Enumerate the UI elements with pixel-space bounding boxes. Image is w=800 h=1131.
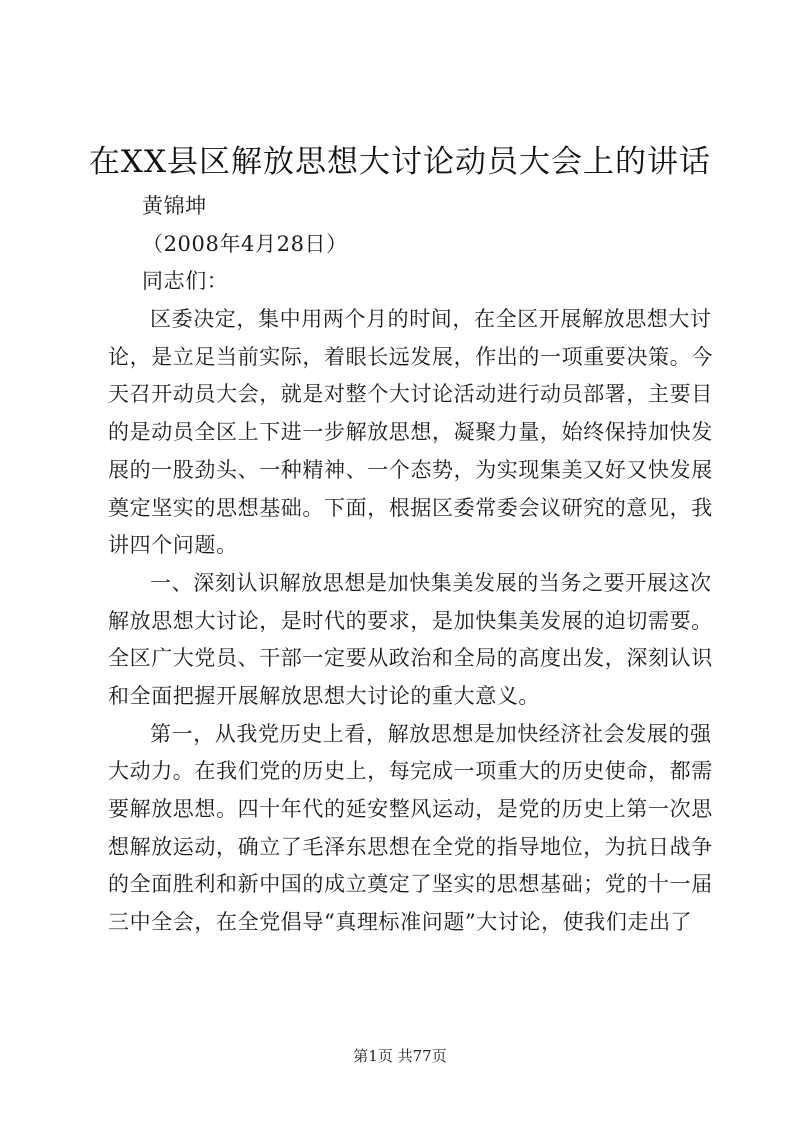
date-line: （2008年4月28日） [142, 231, 348, 256]
paragraph-line: 想解放运动，确立了毛泽东思想在全党的指导地位，为抗日战争 [108, 834, 713, 859]
salutation-line: 同志们： [142, 269, 229, 294]
author-line: 黄锦坤 [142, 194, 207, 218]
paragraph-2 [108, 565, 713, 716]
paragraph-line: 和全面把握开展解放思想大讨论的重大意义。 [108, 683, 540, 708]
paragraph-line: 第一，从我党历史上看，解放思想是加快经济社会发展的强 [150, 721, 712, 746]
paragraph-line: 的是动员全区上下进一步解放思想，凝聚力量，始终保持加快发 [108, 420, 713, 445]
paragraph-line: 全区广大党员、干部一定要从政治和全局的高度出发，深刻认识 [108, 646, 713, 671]
paragraph-line: 奠定坚实的思想基础。下面，根据区委常委会议研究的意见，我 [108, 495, 713, 520]
paragraph-line: 展的一股劲头、一种精神、一个态势，为实现集美又好又快发展 [108, 457, 713, 482]
document-body [108, 188, 713, 942]
paragraph-line: 一、深刻认识解放思想是加快集美发展的当务之要开展这次 [150, 570, 712, 595]
paragraph-line: 区委决定，集中用两个月的时间，在全区开展解放思想大讨 [150, 307, 712, 332]
document-title: 在XX县区解放思想大讨论动员大会上的讲话 [88, 144, 712, 180]
paragraph-line: 论，是立足当前实际，着眼长远发展，作出的一项重要决策。今 [108, 344, 713, 369]
paragraph-line: 讲四个问题。 [108, 533, 238, 558]
paragraph-1 [108, 301, 713, 565]
paragraph-line: 解放思想大讨论，是时代的要求，是加快集美发展的迫切需要。 [108, 608, 713, 633]
paragraph-line: 要解放思想。四十年代的延安整风运动，是党的历史上第一次思 [108, 797, 713, 821]
paragraph-line: 大动力。在我们党的历史上，每完成一项重大的历史使命，都需 [108, 759, 713, 784]
page-number-footer: 第1页 共77页 [353, 1047, 447, 1065]
paragraph-3 [108, 716, 713, 942]
paragraph-line: 三中全会，在全党倡导“真理标准问题”大讨论，使我们走出了 [108, 910, 693, 935]
paragraph-line: 的全面胜利和新中国的成立奠定了坚实的思想基础；党的十一届 [108, 872, 713, 897]
paragraph-line: 天召开动员大会，就是对整个大讨论活动进行动员部署，主要目 [108, 382, 713, 407]
